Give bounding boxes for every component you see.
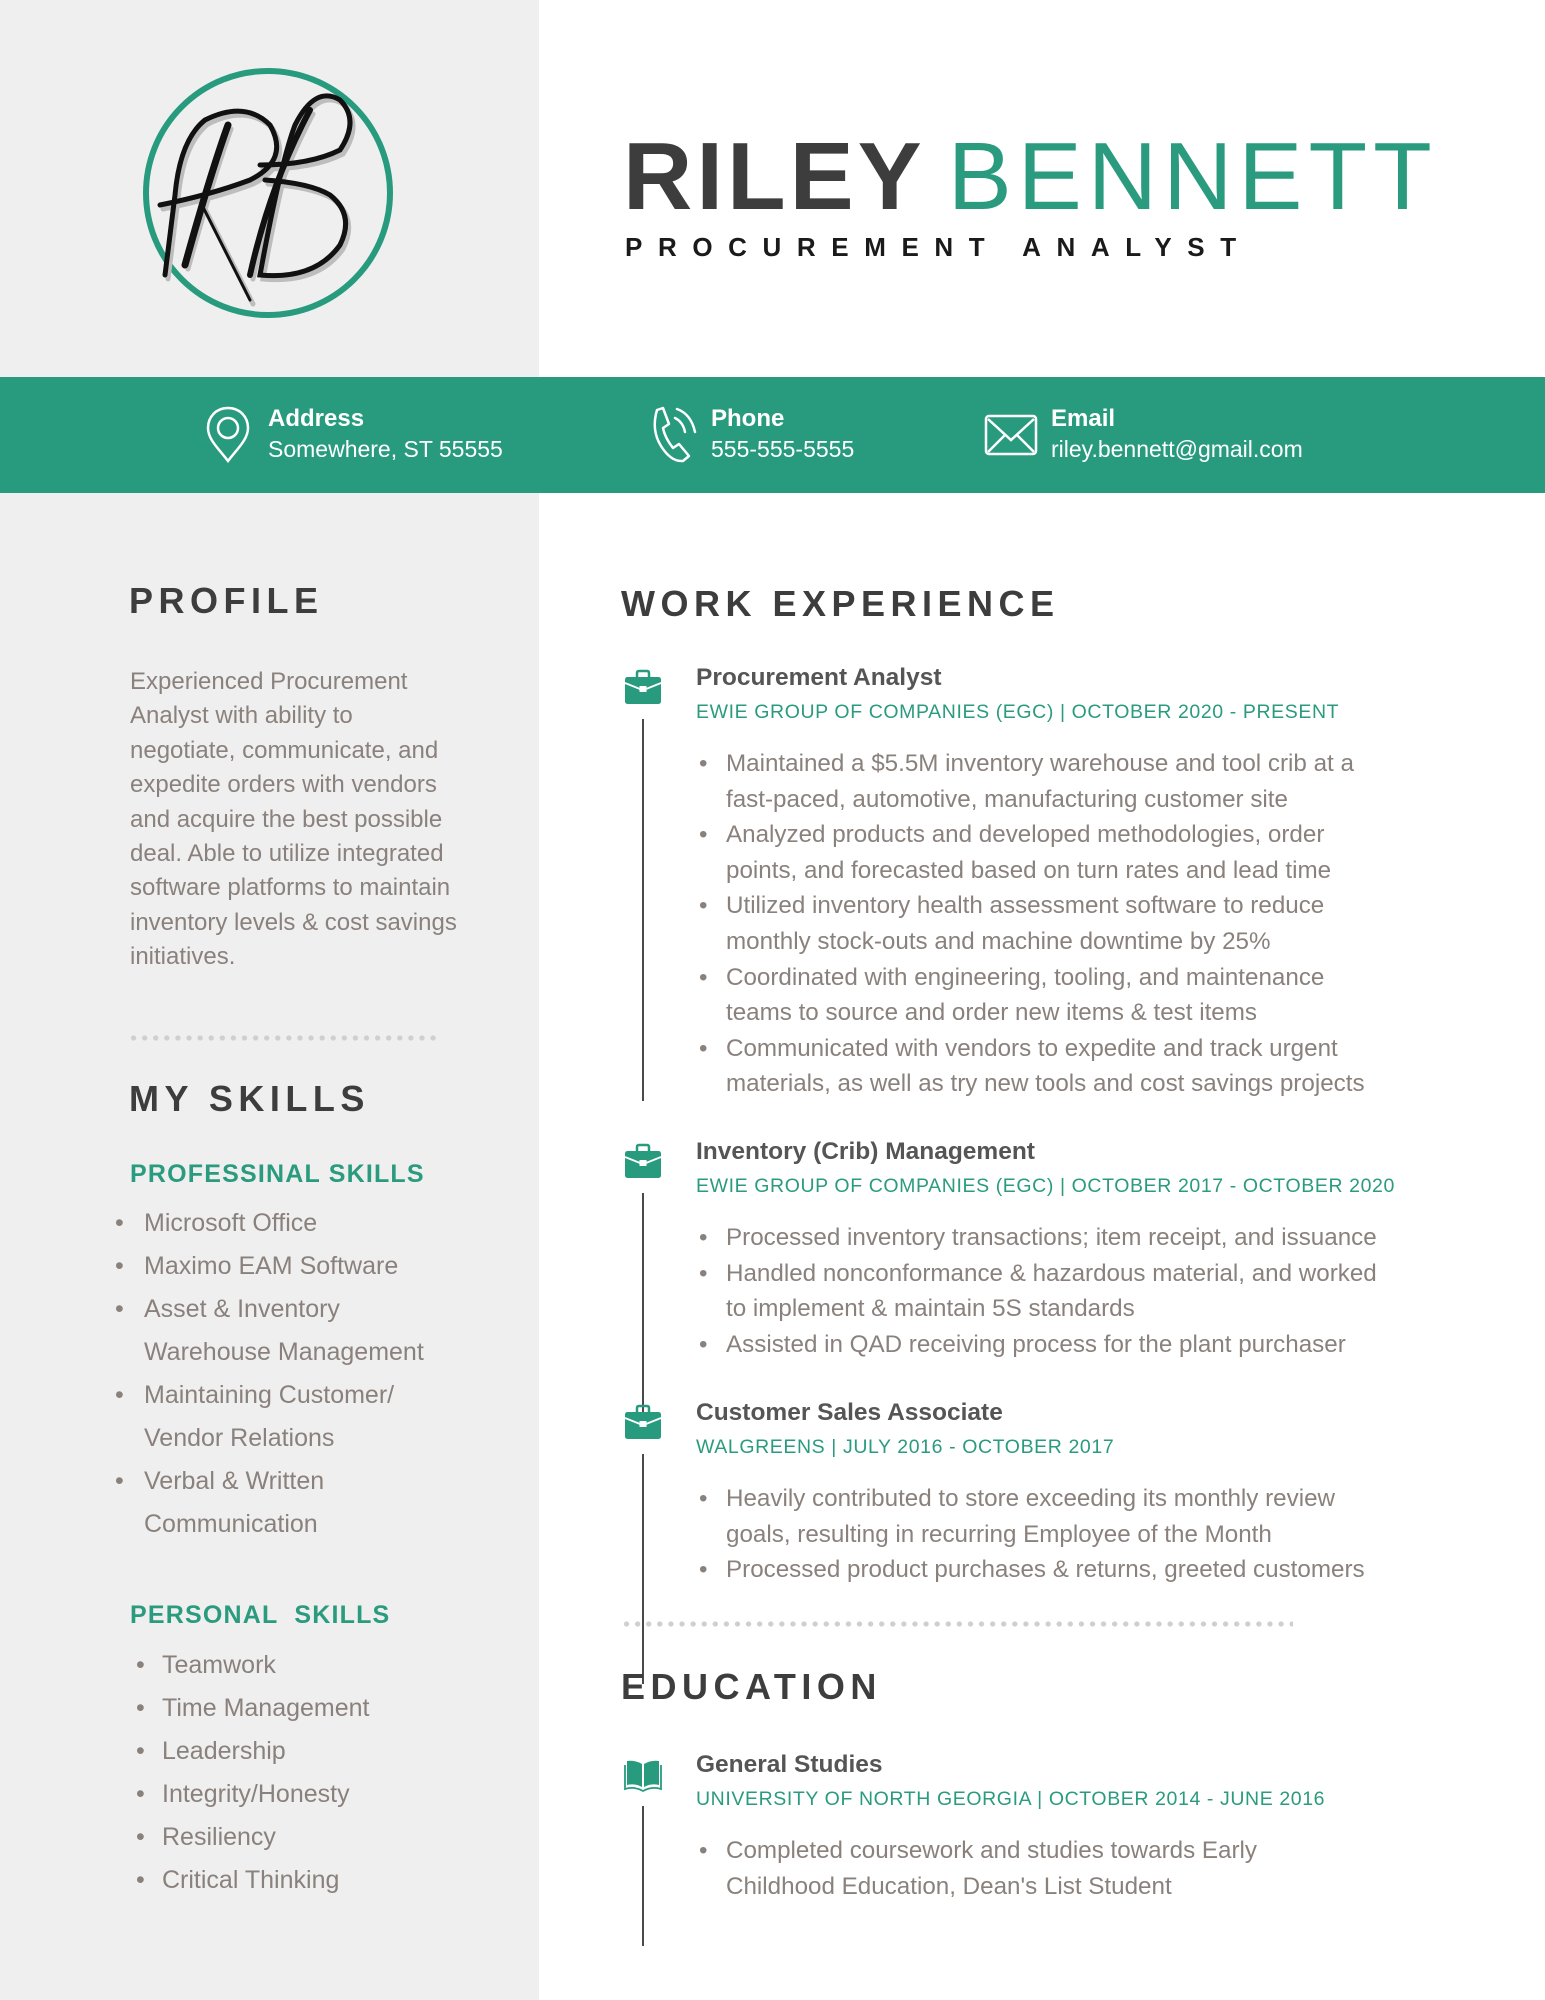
entry-meta: WALGREENS | JULY 2016 - OCTOBER 2017 <box>696 1436 1115 1458</box>
bullet-item <box>696 1833 1545 1904</box>
entry-bullets <box>696 1833 1545 1904</box>
bullet-item <box>696 1031 1545 1102</box>
bullet-text: • Analyzed products and developed methodologies, order <box>726 821 1325 849</box>
work-experience-heading: WORK EXPERIENCE <box>621 583 1060 624</box>
bullet-text: • Maintained a $5.5M inventory warehouse and tool crib at a <box>726 750 1354 777</box>
bullet-item <box>696 1552 1545 1588</box>
briefcase-icon <box>624 1142 662 1180</box>
bullet-text: materials, as well as try new tools and cost savings projects <box>726 1070 1365 1098</box>
contact-phone <box>643 404 854 468</box>
profile-summary: Experienced Procurement Analyst with ability to negotiate, communicate, and expedite orders with vendors and acquire the best possible deal. Able to utilize integrated software platforms to maintain inventory levels & cost savings initiatives. <box>130 668 457 971</box>
bullet-item <box>696 888 1545 959</box>
address-label: Address <box>268 405 365 432</box>
entry-title: Procurement Analyst <box>696 664 942 691</box>
briefcase-icon <box>624 1403 662 1441</box>
envelope-icon <box>983 404 1039 464</box>
skill-item: • Teamwork <box>162 1644 370 1687</box>
bullet-text: to implement & maintain 5S standards <box>726 1295 1135 1323</box>
bullet-text: • Completed coursework and studies towards Early <box>726 1837 1258 1864</box>
phone-label: Phone <box>711 405 785 432</box>
bullet-item <box>696 817 1545 888</box>
bullet-item <box>696 1220 1545 1256</box>
bullet-item <box>696 1256 1545 1327</box>
bullet-text: • Utilized inventory health assessment software to reduce <box>726 892 1325 920</box>
bullet-item <box>696 1481 1545 1552</box>
skill-item: • Resiliency <box>162 1816 370 1859</box>
bullet-text: • Heavily contributed to store exceeding its monthly review <box>726 1485 1336 1512</box>
bullet-text: • Processed inventory transactions; item receipt, and issuance <box>726 1224 1377 1251</box>
monogram-logo <box>140 65 396 321</box>
skill-text: • Maintaining Customer/ <box>144 1381 395 1409</box>
full-name <box>623 122 1438 232</box>
bullet-item <box>696 1327 1545 1363</box>
entry-title: Inventory (Crib) Management <box>696 1138 1035 1165</box>
entry-title: General Studies <box>696 1751 883 1778</box>
entry-meta: UNIVERSITY OF NORTH GEORGIA | OCTOBER 2014 - JUNE 2016 <box>696 1788 1326 1810</box>
professional-skills-list <box>129 1202 424 1546</box>
briefcase-icon <box>624 668 662 706</box>
skill-item <box>129 1245 424 1288</box>
address-value: Somewhere, ST 55555 <box>268 436 503 462</box>
skill-text: • Verbal & Written <box>144 1467 325 1495</box>
bullet-text: teams to source and order new items & test items <box>726 999 1258 1027</box>
bullet-text: fast-paced, automotive, manufacturing customer site <box>726 785 1288 813</box>
phone-icon <box>643 404 699 464</box>
contact-address <box>200 404 503 468</box>
email-value[interactable]: riley.bennett@gmail.com <box>1051 436 1303 462</box>
last-name: BENNETT <box>947 123 1438 230</box>
timeline-line <box>642 1193 644 1423</box>
contact-email <box>983 404 1303 468</box>
entry-meta: EWIE GROUP OF COMPANIES (EGC) | OCTOBER 2017 - OCTOBER 2020 <box>696 1175 1395 1197</box>
skill-item: • Integrity/Honesty <box>162 1773 370 1816</box>
skill-text: Vendor Relations <box>144 1424 335 1452</box>
entry-bullets <box>696 1481 1545 1588</box>
entry-title: Customer Sales Associate <box>696 1399 1003 1426</box>
job-title: PROCUREMENT ANALYST <box>625 232 1252 262</box>
bullet-item <box>696 746 1545 817</box>
skill-item <box>129 1288 424 1374</box>
bullet-text: • Assisted in QAD receiving process for the plant purchaser <box>726 1330 1346 1358</box>
bullet-text: Childhood Education, Dean's List Student <box>726 1872 1172 1900</box>
skill-text: • Maximo EAM Software <box>144 1252 399 1280</box>
sidebar-divider <box>128 1035 440 1041</box>
skill-item <box>129 1374 424 1460</box>
timeline-line <box>642 1454 644 1684</box>
bullet-text: monthly stock-outs and machine downtime by 25% <box>726 927 1271 955</box>
contact-band <box>0 377 1545 493</box>
skill-text: • Asset & Inventory <box>144 1295 340 1323</box>
skill-item: • Critical Thinking <box>162 1859 370 1902</box>
bullet-text: • Communicated with vendors to expedite and track urgent <box>726 1034 1338 1062</box>
skill-item: • Time Management <box>162 1687 370 1730</box>
main-divider <box>621 1621 1293 1627</box>
profile-heading: PROFILE <box>129 580 324 621</box>
personal-skills-heading: PERSONAL SKILLS <box>130 1601 391 1629</box>
map-pin-icon <box>200 404 256 464</box>
timeline-line <box>642 1806 644 1946</box>
professional-skills-heading: PROFESSINAL SKILLS <box>130 1160 425 1188</box>
skill-item <box>129 1202 424 1245</box>
timeline-line <box>642 719 644 1101</box>
bullet-text: points, and forecasted based on turn rates and lead time <box>726 856 1332 884</box>
entry-bullets <box>696 746 1545 1102</box>
skill-text: Communication <box>144 1510 318 1538</box>
skill-text: • Microsoft Office <box>144 1209 318 1237</box>
bullet-text: • Handled nonconformance & hazardous material, and worked <box>726 1259 1377 1287</box>
skill-text: Warehouse Management <box>144 1338 424 1366</box>
phone-value: 555-555-5555 <box>711 436 855 462</box>
skill-item <box>129 1460 424 1546</box>
personal-skills-list <box>162 1644 370 1902</box>
skill-item: • Leadership <box>162 1730 370 1773</box>
skills-heading: MY SKILLS <box>129 1078 370 1119</box>
bullet-text: • Processed product purchases & returns, greeted customers <box>726 1556 1365 1584</box>
bullet-text: • Coordinated with engineering, tooling, and maintenance <box>726 963 1325 991</box>
book-icon <box>624 1755 662 1793</box>
bullet-item <box>696 960 1545 1031</box>
entry-meta: EWIE GROUP OF COMPANIES (EGC) | OCTOBER 2020 - PRESENT <box>696 701 1340 723</box>
bullet-text: goals, resulting in recurring Employee of the Month <box>726 1520 1272 1548</box>
education-heading: EDUCATION <box>621 1666 882 1707</box>
entry-bullets <box>696 1220 1545 1362</box>
email-label: Email <box>1051 405 1116 432</box>
first-name: RILEY <box>623 123 926 230</box>
